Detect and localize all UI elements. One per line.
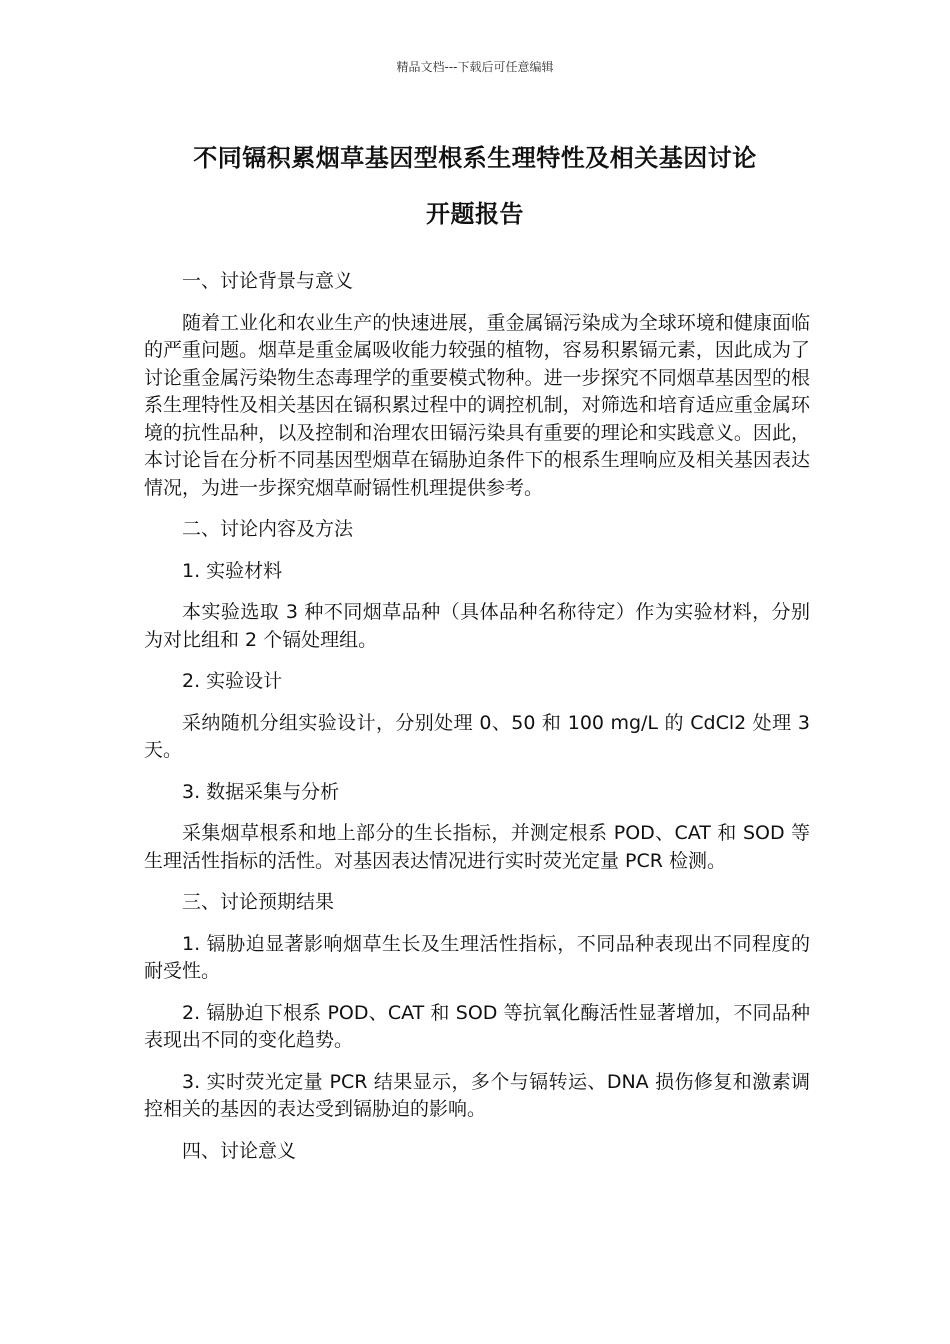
subheading-design: 2. 实验设计 [182,670,283,692]
expected-result-item-1: 1. 镉胁迫显著影响烟草生长及生理活性指标，不同品种表现出不同程度的耐受性。 [144,932,810,982]
section-heading-significance: 四、讨论意义 [182,1139,297,1162]
subheading-data-analysis: 3. 数据采集与分析 [182,780,340,803]
expected-result-item-2: 2. 镉胁迫下根系 POD、CAT 和 SOD 等抗氧化酶活性显著增加，不同品种表现出不同的变化趋势。 [144,1001,810,1051]
paragraph-background: 随着工业化和农业生产的快速进展，重金属镉污染成为全球环境和健康面临的严重问题。烟草是重金属吸收能力较强的植物，容易积累镉元素，因此成为了讨论重金属污染物生态毒理学的重要模式物种。进一步探究不同烟草基因型的根系生理特性及相关基因在镉积累过程中的调控机制，对筛选和培育适应重金属环境的抗性品种，以及控制和治理农田镉污染具有重要的理论和实践意义。因此，本讨论旨在分析不同基因型烟草在镉胁迫条件下的根系生理响应及相关基因表达情况，为进一步探究烟草耐镉性机理提供参考。 [144,311,810,499]
paragraph-design: 采纳随机分组实验设计，分别处理 0、50 和 100 mg/L 的 CdCl2 处理 3 天。 [144,711,810,761]
document-title-line-1: 不同镉积累烟草基因型根系生理特性及相关基因讨论 [193,144,757,172]
section-heading-background: 一、讨论背景与意义 [182,270,354,292]
section-heading-methods: 二、讨论内容及方法 [182,518,354,540]
document-body [144,268,810,1179]
document-title-line-2: 开题报告 [426,200,524,228]
section-heading-expected-results: 三、讨论预期结果 [182,891,335,913]
paragraph-data-analysis: 采集烟草根系和地上部分的生长指标，并测定根系 POD、CAT 和 SOD 等生理活性指标的活性。对基因表达情况进行实时荧光定量 PCR 检测。 [144,822,810,872]
paragraph-materials: 本实验选取 3 种不同烟草品种（具体品种名称待定）作为实验材料，分别为对比组和 2 个镉处理组。 [144,601,810,651]
subheading-materials: 1. 实验材料 [182,559,283,582]
expected-result-item-3: 3. 实时荧光定量 PCR 结果显示，多个与镉转运、DNA 损伤修复和激素调控相关的基因的表达受到镉胁迫的影响。 [144,1070,810,1120]
header-note: 精品文档---下载后可任意编辑 [396,60,554,74]
